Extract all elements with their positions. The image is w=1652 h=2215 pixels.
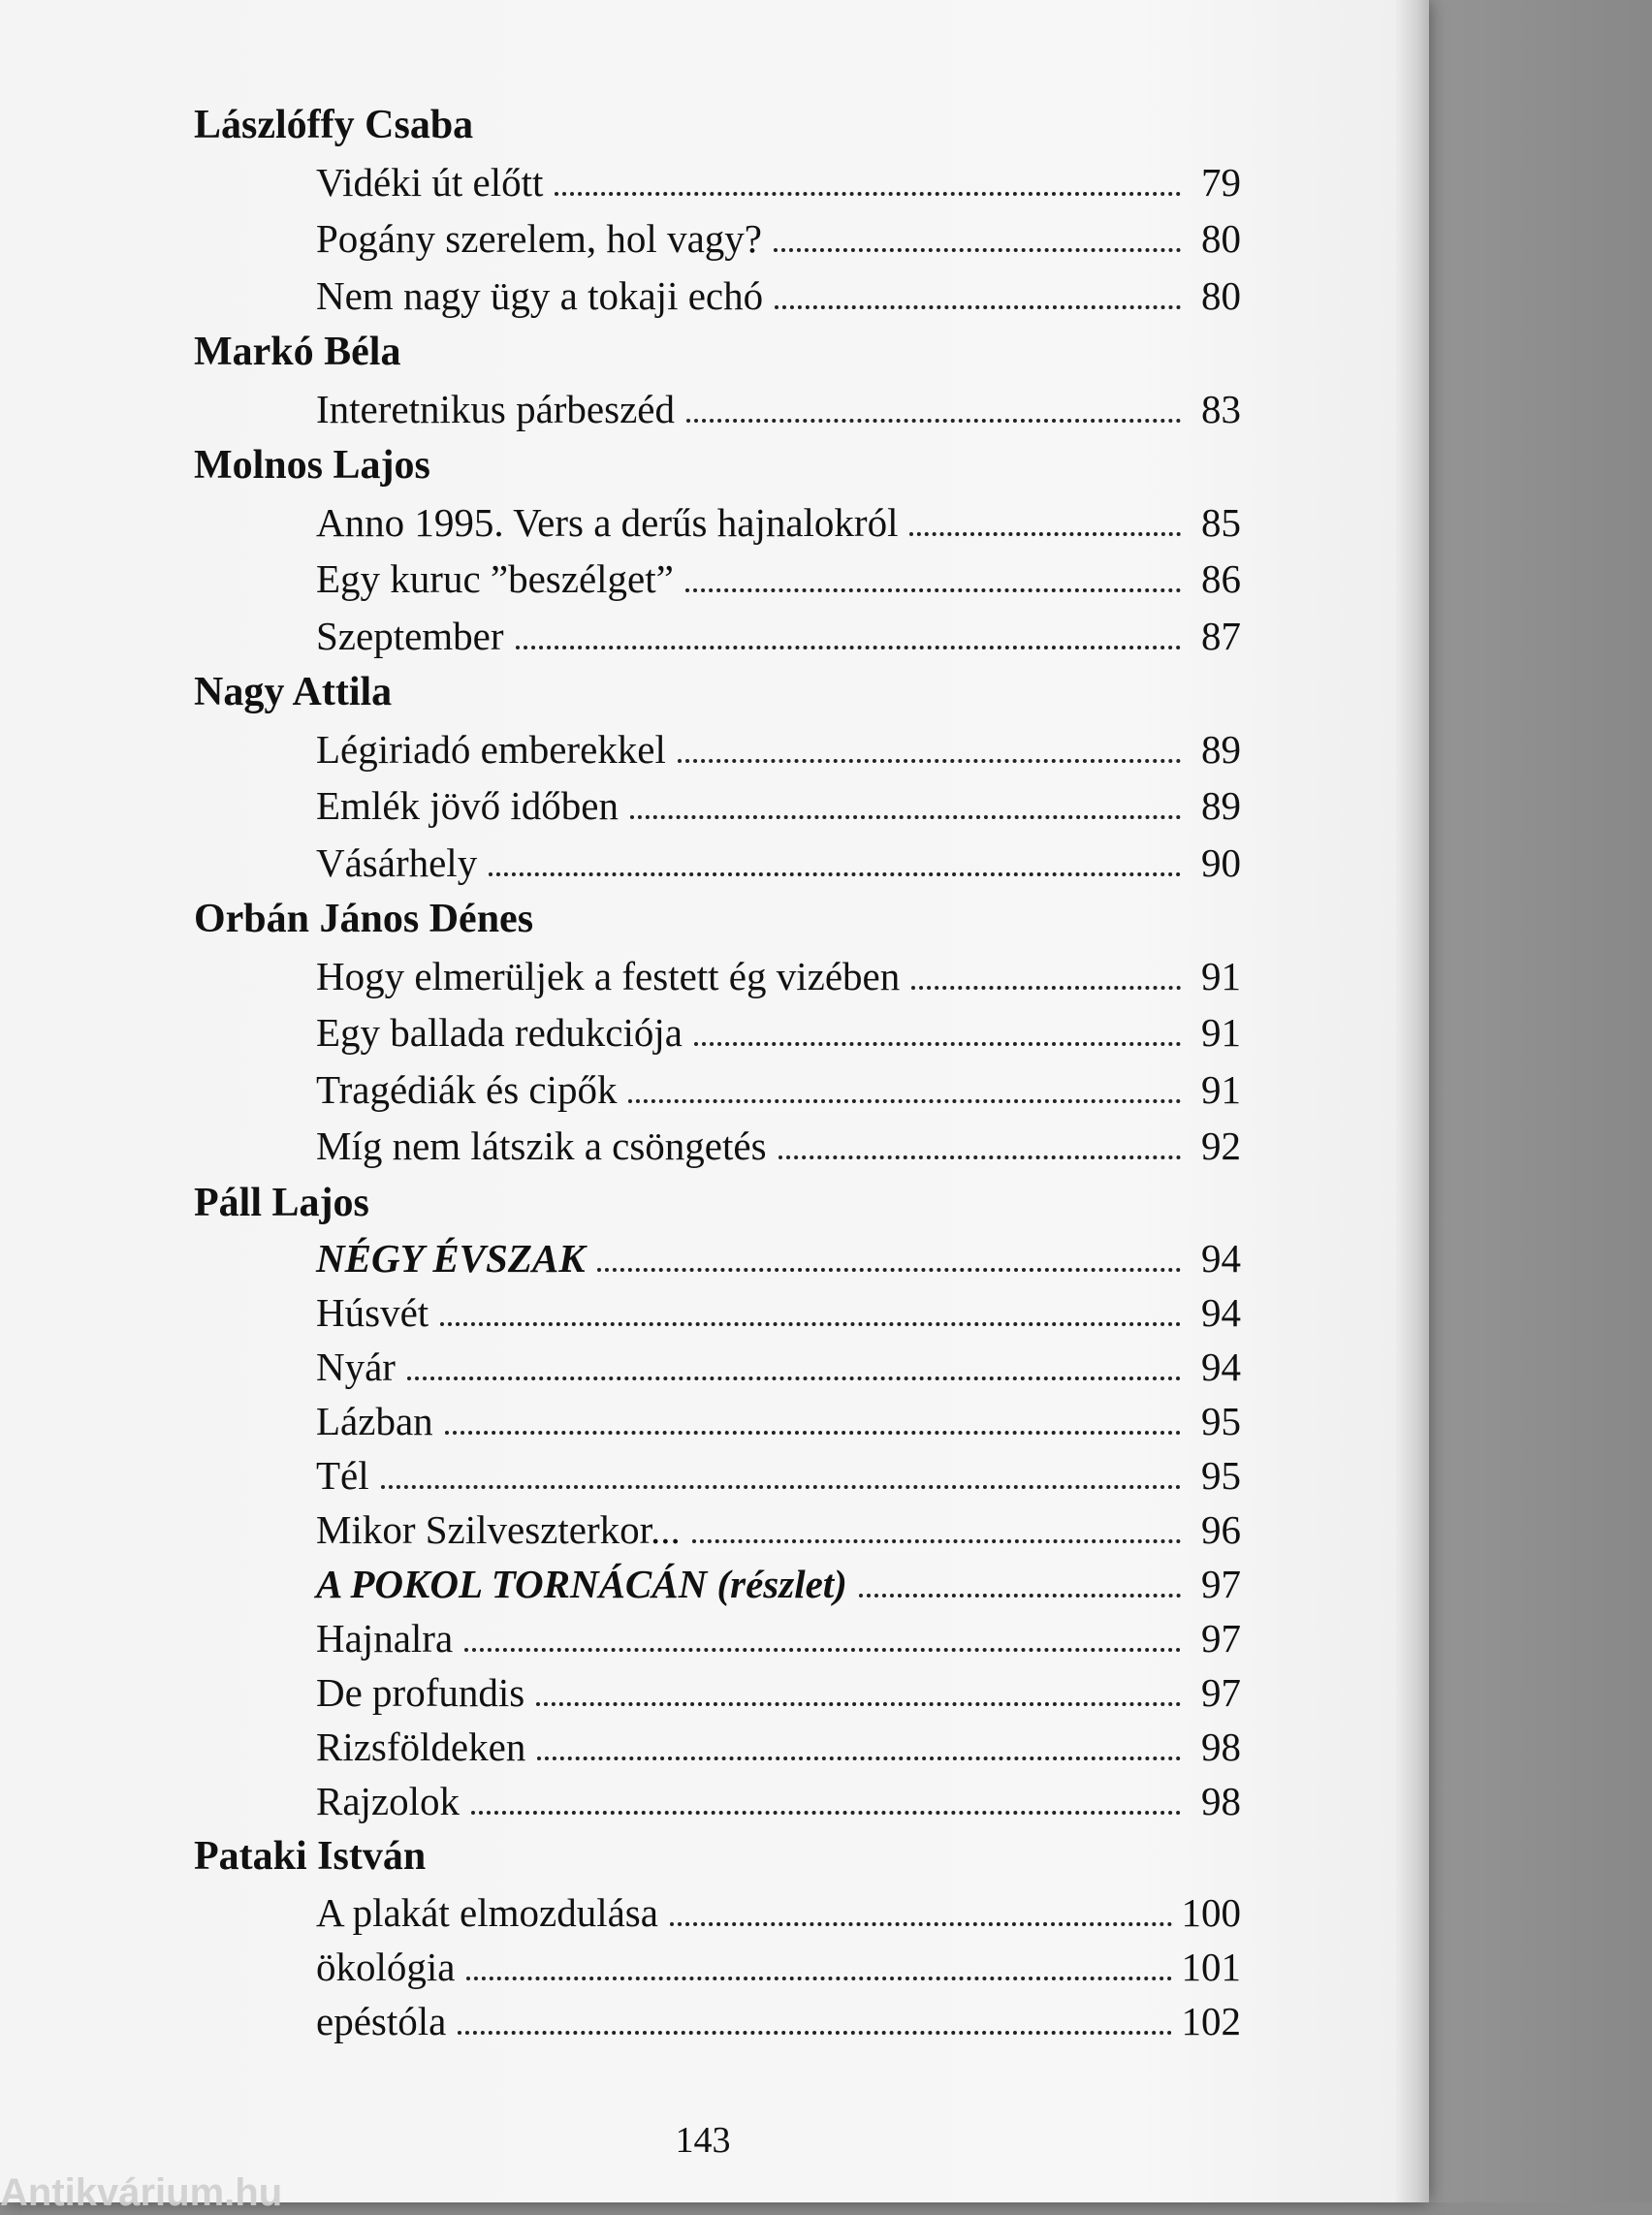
toc-entry-page: 100 (1181, 1889, 1241, 1935)
toc-entry (316, 1285, 1241, 1340)
toc-entry-title-text: Emlék jövő időben (316, 783, 620, 828)
dot-leader (670, 1886, 1172, 1926)
toc-entry-title-text: Míg nem látszik a csöngetés (316, 1123, 767, 1168)
toc-entry-page: 86 (1201, 556, 1241, 601)
toc-entry-title-text: Tragédiák és cipők (316, 1066, 618, 1112)
toc-entry-title (316, 1231, 597, 1285)
toc-entry-title (316, 1940, 466, 1994)
toc-entry-title-text: Rizsföldeken (316, 1725, 526, 1769)
toc-entry (316, 608, 1241, 665)
toc-entry-title-text: Egy ballada redukciója (316, 1010, 683, 1055)
toc-entry-title (316, 608, 516, 665)
toc-entry-page: 80 (1201, 216, 1241, 261)
toc-entry-title-text: ökológia (316, 1944, 456, 1989)
toc-entry-page: 98 (1201, 1779, 1241, 1823)
table-of-contents (194, 97, 1241, 2048)
dot-leader (859, 1558, 1181, 1598)
toc-entry-title-suffix: (részlet) (716, 1562, 847, 1606)
toc-entry (316, 1231, 1241, 1285)
toc-entry-page: 89 (1201, 783, 1241, 828)
toc-entry-page: 91 (1201, 1010, 1241, 1055)
toc-entry-page: 85 (1201, 499, 1241, 545)
toc-entry-page: 91 (1201, 953, 1241, 998)
toc-entry (316, 154, 1241, 211)
toc-entry (316, 1118, 1241, 1175)
toc-entry-page: 97 (1201, 1670, 1241, 1715)
toc-entry-title-text: Interetnikus párbeszéd (316, 386, 675, 431)
toc-entry (316, 1061, 1241, 1119)
toc-entry (316, 835, 1241, 892)
toc-entry-title-text: Pogány szerelem, hol vagy? (316, 216, 762, 261)
toc-entry-page: 87 (1201, 613, 1241, 658)
toc-entry-title-text: Hogy elmerüljek a festett ég vizében (316, 953, 901, 998)
toc-author: Orbán János Dénes (194, 897, 534, 941)
toc-entry-title-text: NÉGY ÉVSZAK (316, 1236, 586, 1281)
dot-leader (694, 1006, 1181, 1046)
toc-entry (316, 381, 1241, 438)
toc-entry-page: 95 (1201, 1399, 1241, 1443)
toc-entry (316, 948, 1241, 1005)
toc-entry-title-text: Anno 1995. Vers a derűs hajnalokról (316, 499, 899, 545)
toc-entry-title-text: Nyár (316, 1345, 396, 1389)
toc-entry-page: 101 (1181, 1944, 1241, 1989)
page-number: 143 (675, 2120, 731, 2161)
toc-entry-title (316, 1611, 464, 1665)
watermark: Antikvárium.hu (0, 2171, 283, 2214)
toc-entry-title-text: A POKOL TORNÁCÁN (316, 1562, 708, 1606)
toc-entry-page: 92 (1201, 1123, 1241, 1168)
toc-entry (316, 1940, 1241, 1994)
toc-entry-page: 97 (1201, 1616, 1241, 1661)
toc-entry (316, 1665, 1241, 1720)
dot-leader (778, 1120, 1181, 1159)
toc-entry-title (316, 494, 909, 552)
toc-entry-title-text: Húsvét (316, 1290, 429, 1335)
dot-leader (466, 1941, 1171, 1980)
toc-entry-title (316, 948, 911, 1005)
toc-entry (316, 494, 1241, 552)
toc-entry-title-text: Mikor Szilveszterkor... (316, 1507, 681, 1552)
toc-entry-title-text: Lázban (316, 1399, 433, 1443)
toc-entry-title (316, 381, 686, 438)
dot-leader (911, 950, 1181, 990)
dot-leader (537, 1721, 1181, 1760)
toc-entry-title (316, 551, 685, 608)
dot-leader (471, 1775, 1181, 1815)
toc-entry-title (316, 1340, 407, 1394)
toc-entry-title-text: Hajnalra (316, 1616, 454, 1661)
toc-entry (316, 1394, 1241, 1448)
toc-entry-title-text: Tél (316, 1453, 369, 1498)
toc-entry-title (316, 268, 775, 325)
dot-leader (909, 496, 1181, 536)
toc-author: Lászlóffy Csaba (194, 103, 474, 147)
dot-leader (445, 1395, 1181, 1435)
dot-leader (464, 1612, 1181, 1652)
dot-leader (685, 553, 1181, 592)
toc-entry-title (316, 1448, 381, 1503)
toc-entry-page: 91 (1201, 1066, 1241, 1112)
toc-entry (316, 1611, 1241, 1665)
dot-leader (692, 1503, 1181, 1543)
toc-entry-page: 97 (1201, 1562, 1241, 1606)
toc-entry-title (316, 1557, 859, 1611)
toc-entry (316, 777, 1241, 835)
toc-entry-page: 80 (1201, 272, 1241, 318)
dot-leader (555, 156, 1181, 196)
dot-leader (381, 1449, 1181, 1489)
page-edge (1396, 0, 1429, 2202)
dot-leader (407, 1341, 1181, 1380)
toc-entry-title-text: De profundis (316, 1670, 525, 1715)
toc-entry-title (316, 154, 555, 211)
dot-leader (678, 723, 1181, 763)
toc-entry-page: 94 (1201, 1236, 1241, 1281)
toc-entry (316, 1004, 1241, 1061)
toc-author: Markó Béla (194, 330, 401, 374)
toc-entry-title (316, 1774, 471, 1828)
toc-entry (316, 1885, 1241, 1940)
toc-entry (316, 1340, 1241, 1394)
toc-entry-title (316, 721, 678, 778)
toc-entry-title-text: Vidéki út előtt (316, 159, 544, 205)
toc-entry-title-text: Rajzolok (316, 1779, 461, 1823)
dot-leader (458, 1995, 1171, 2035)
toc-entry-title (316, 1118, 778, 1175)
toc-author: Pataki István (194, 1834, 427, 1879)
dot-leader (686, 383, 1181, 423)
toc-entry-title-text: Szeptember (316, 613, 504, 658)
dot-leader (536, 1666, 1181, 1706)
toc-entry (316, 1774, 1241, 1828)
toc-entry-title (316, 1720, 537, 1774)
toc-entry-title (316, 1394, 445, 1448)
toc-entry-title-text: Nem nagy ügy a tokaji echó (316, 272, 764, 318)
toc-author: Páll Lajos (194, 1180, 369, 1225)
dot-leader (775, 269, 1181, 309)
dot-leader (774, 212, 1181, 252)
toc-entry-title-text: A plakát elmozdulása (316, 1889, 658, 1935)
dot-leader (630, 779, 1181, 819)
toc-entry-title-text: epéstóla (316, 1998, 447, 2043)
toc-entry-page: 98 (1201, 1725, 1241, 1769)
toc-entry (316, 721, 1241, 778)
toc-entry-page: 94 (1201, 1345, 1241, 1389)
toc-entry-page: 96 (1201, 1507, 1241, 1552)
toc-entry (316, 1448, 1241, 1503)
toc-entry (316, 1994, 1241, 2048)
toc-entry-title (316, 777, 630, 835)
toc-entry-page: 90 (1201, 839, 1241, 885)
dot-leader (597, 1232, 1181, 1272)
toc-entry-title (316, 1061, 628, 1119)
toc-author: Nagy Attila (194, 670, 393, 714)
toc-entry-title (316, 835, 489, 892)
toc-entry-page: 94 (1201, 1290, 1241, 1335)
dot-leader (516, 610, 1181, 649)
toc-entry-title (316, 1665, 536, 1720)
toc-entry-title (316, 210, 774, 268)
toc-author: Molnos Lajos (194, 443, 430, 488)
toc-entry-page: 102 (1181, 1998, 1241, 2043)
toc-entry (316, 1720, 1241, 1774)
toc-entry-page: 89 (1201, 726, 1241, 772)
dot-leader (489, 837, 1181, 876)
toc-entry-title (316, 1503, 692, 1557)
toc-entry-page: 79 (1201, 159, 1241, 205)
toc-entry-title-text: Légiriadó emberekkel (316, 726, 666, 772)
toc-entry-title-text: Egy kuruc ”beszélget” (316, 556, 674, 601)
dot-leader (440, 1286, 1181, 1326)
toc-entry (316, 551, 1241, 608)
dot-leader (628, 1063, 1181, 1103)
toc-entry-title (316, 1285, 440, 1340)
toc-entry (316, 1503, 1241, 1557)
toc-entry-page: 95 (1201, 1453, 1241, 1498)
toc-entry (316, 210, 1241, 268)
toc-entry (316, 268, 1241, 325)
toc-entry-title-text: Vásárhely (316, 839, 478, 885)
toc-entry-page: 83 (1201, 386, 1241, 431)
toc-entry (316, 1557, 1241, 1611)
toc-entry-title (316, 1994, 458, 2048)
toc-entry-title (316, 1885, 670, 1940)
toc-entry-title (316, 1004, 694, 1061)
